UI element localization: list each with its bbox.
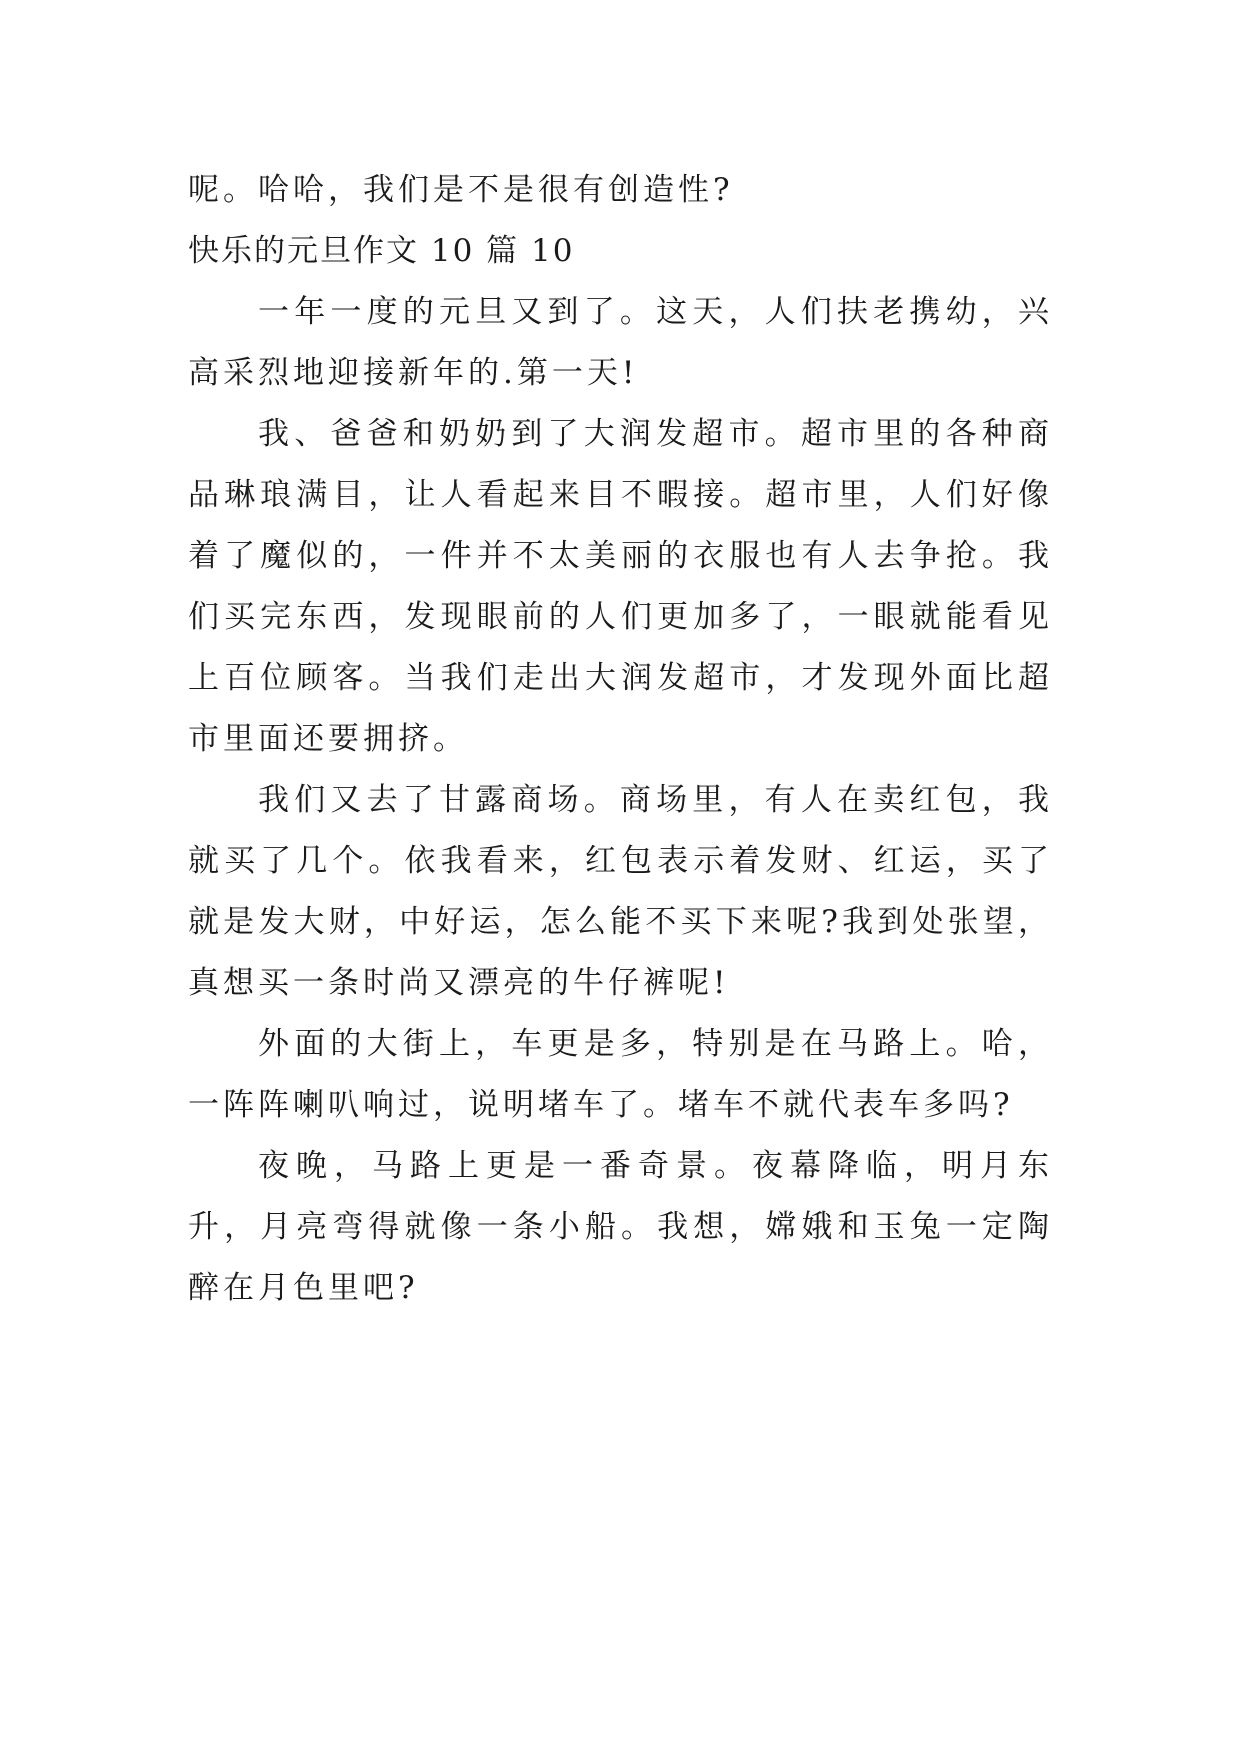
- essay-title: 快乐的元旦作文 10 篇 10: [188, 233, 575, 269]
- paragraph-4: 外面的大街上，车更是多，特别是在马路上。哈，一阵阵喇叭响过，说明堵车了。堵车不就代表车多吗?: [188, 1026, 1053, 1123]
- paragraph-3: 我们又去了甘露商场。商场里，有人在卖红包，我就买了几个。依我看来，红包表示着发财、红运，买了就是发大财，中好运，怎么能不买下来呢?我到处张望，真想买一条时尚又漂亮的牛仔裤呢!: [188, 782, 1053, 1001]
- paragraph-5: 夜晚，马路上更是一番奇景。夜幕降临，明月东升，月亮弯得就像一条小船。我想，嫦娥和玉兔一定陶醉在月色里吧?: [188, 1148, 1053, 1306]
- paragraph-1: 一年一度的元旦又到了。这天，人们扶老携幼，兴高采烈地迎接新年的.第一天!: [188, 294, 1053, 391]
- document-body: [188, 160, 1053, 1319]
- paragraph-2: 我、爸爸和奶奶到了大润发超市。超市里的各种商品琳琅满目，让人看起来目不暇接。超市里，人们好像着了魔似的，一件并不太美丽的衣服也有人去争抢。我们买完东西，发现眼前的人们更加多了，一眼就能看见上百位顾客。当我们走出大润发超市，才发现外面比超市里面还要拥挤。: [188, 416, 1053, 757]
- lead-fragment: 呢。哈哈，我们是不是很有创造性?: [188, 172, 734, 208]
